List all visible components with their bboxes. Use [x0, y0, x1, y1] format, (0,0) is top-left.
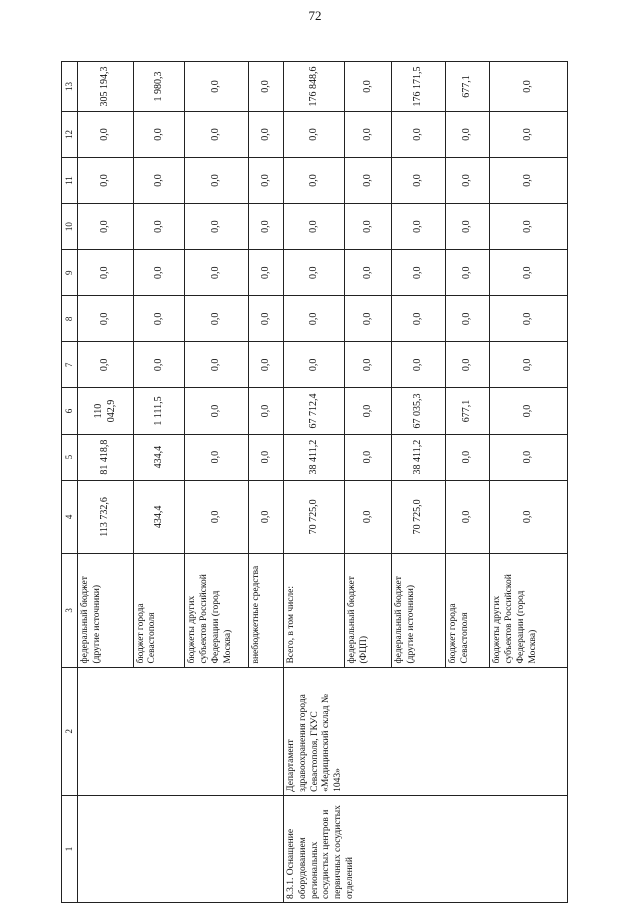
value-cell: 110 042,9	[78, 388, 133, 434]
value-cell: 0,0	[185, 111, 248, 157]
value-cell: 0,0	[344, 250, 391, 296]
value-cell: 0,0	[78, 204, 133, 250]
col-header-9: 9	[62, 250, 78, 296]
value-cell: 81 418,8	[78, 434, 133, 480]
value-cell: 0,0	[490, 204, 568, 250]
value-cell: 0,0	[78, 342, 133, 388]
funding-source: внебюджетные средства	[248, 554, 283, 667]
value-cell: 0,0	[391, 111, 445, 157]
value-cell: 176 848,6	[283, 62, 344, 112]
value-cell: 1 111,5	[133, 388, 185, 434]
value-cell: 0,0	[185, 342, 248, 388]
value-cell: 0,0	[490, 250, 568, 296]
value-cell: 0,0	[391, 296, 445, 342]
funding-source: бюджет города Севастополя	[445, 554, 490, 667]
value-cell: 0,0	[490, 434, 568, 480]
col-header-8: 8	[62, 296, 78, 342]
col-header-5: 5	[62, 434, 78, 480]
value-cell: 0,0	[248, 250, 283, 296]
value-cell: 0,0	[283, 204, 344, 250]
funding-source: бюджет города Севастополя	[133, 554, 185, 667]
value-cell: 67 712,4	[283, 388, 344, 434]
value-cell: 113 732,6	[78, 480, 133, 554]
value-cell: 0,0	[133, 250, 185, 296]
value-cell: 0,0	[133, 111, 185, 157]
value-cell: 0,0	[283, 158, 344, 204]
value-cell: 0,0	[78, 250, 133, 296]
funding-source: федеральный бюджет (другие источники)	[78, 554, 133, 667]
value-cell: 0,0	[344, 296, 391, 342]
value-cell: 0,0	[391, 250, 445, 296]
value-cell: 0,0	[248, 158, 283, 204]
value-cell: 1 980,3	[133, 62, 185, 112]
value-cell: 0,0	[133, 296, 185, 342]
page-number: 72	[308, 8, 322, 23]
value-cell: 0,0	[283, 342, 344, 388]
value-cell: 0,0	[133, 204, 185, 250]
value-cell: 0,0	[185, 62, 248, 112]
value-cell: 0,0	[445, 204, 490, 250]
value-cell: 0,0	[490, 111, 568, 157]
column-number-row	[62, 62, 78, 903]
value-cell: 0,0	[344, 62, 391, 112]
value-cell: 0,0	[445, 296, 490, 342]
value-cell: 0,0	[248, 62, 283, 112]
value-cell: 0,0	[391, 158, 445, 204]
value-cell: 0,0	[344, 434, 391, 480]
value-cell: 0,0	[185, 250, 248, 296]
value-cell: 0,0	[133, 158, 185, 204]
value-cell: 38 411,2	[283, 434, 344, 480]
value-cell: 0,0	[283, 111, 344, 157]
value-cell: 0,0	[445, 342, 490, 388]
value-cell: 176 171,5	[391, 62, 445, 112]
value-cell: 0,0	[248, 388, 283, 434]
value-cell: 0,0	[283, 296, 344, 342]
value-cell: 0,0	[185, 204, 248, 250]
value-cell: 0,0	[490, 158, 568, 204]
value-cell: 0,0	[248, 480, 283, 554]
value-cell: 0,0	[490, 62, 568, 112]
value-cell: 0,0	[185, 480, 248, 554]
value-cell: 70 725,0	[283, 480, 344, 554]
measure-name: 8.3.1. Оснащение оборудованием региональных сосудистых центров и первичных сосудистых отделений	[283, 795, 567, 902]
value-cell: 0,0	[391, 204, 445, 250]
col-header-4: 4	[62, 480, 78, 554]
value-cell: 0,0	[445, 158, 490, 204]
value-cell: 434,4	[133, 434, 185, 480]
value-cell: 0,0	[185, 434, 248, 480]
measure-executor: Департамент здравоохранения города Севастополя, ГКУС «Медицинский склад № 1043»	[283, 667, 567, 795]
col-header-11: 11	[62, 158, 78, 204]
value-cell: 0,0	[133, 342, 185, 388]
value-cell: 0,0	[490, 480, 568, 554]
col-header-2: 2	[62, 667, 78, 795]
value-cell: 0,0	[344, 342, 391, 388]
value-cell: 0,0	[344, 111, 391, 157]
value-cell: 0,0	[391, 342, 445, 388]
value-cell: 434,4	[133, 480, 185, 554]
value-cell: 0,0	[78, 296, 133, 342]
col-header-12: 12	[62, 111, 78, 157]
executor-cell-blank	[78, 667, 283, 795]
value-cell: 0,0	[185, 296, 248, 342]
col-header-10: 10	[62, 204, 78, 250]
value-cell: 0,0	[344, 204, 391, 250]
funding-source: бюджеты других субъектов Российской Федерации (город Москва)	[185, 554, 248, 667]
col-header-13: 13	[62, 62, 78, 112]
col-header-3: 3	[62, 554, 78, 667]
value-cell: 0,0	[248, 111, 283, 157]
funding-source: бюджеты других субъектов Российской Федерации (город Москва)	[490, 554, 568, 667]
value-cell: 0,0	[248, 434, 283, 480]
col-header-1: 1	[62, 795, 78, 902]
funding-source: федеральный бюджет (ФЦП)	[344, 554, 391, 667]
value-cell: 38 411,2	[391, 434, 445, 480]
col-header-7: 7	[62, 342, 78, 388]
value-cell: 0,0	[445, 111, 490, 157]
table-row	[283, 62, 344, 903]
value-cell: 0,0	[248, 204, 283, 250]
value-cell: 0,0	[490, 388, 568, 434]
value-cell: 0,0	[445, 250, 490, 296]
value-cell: 677,1	[445, 388, 490, 434]
value-cell: 0,0	[283, 250, 344, 296]
col-header-6: 6	[62, 388, 78, 434]
rotated-table-frame	[61, 61, 568, 903]
value-cell: 0,0	[248, 296, 283, 342]
value-cell: 70 725,0	[391, 480, 445, 554]
value-cell: 0,0	[490, 296, 568, 342]
value-cell: 0,0	[78, 158, 133, 204]
value-cell: 0,0	[248, 342, 283, 388]
value-cell: 0,0	[185, 388, 248, 434]
budget-table	[61, 61, 568, 903]
value-cell: 305 194,3	[78, 62, 133, 112]
value-cell: 0,0	[185, 158, 248, 204]
value-cell: 677,1	[445, 62, 490, 112]
funding-source: Всего, в том числе:	[283, 554, 344, 667]
value-cell: 0,0	[344, 388, 391, 434]
value-cell: 0,0	[490, 342, 568, 388]
value-cell: 67 035,3	[391, 388, 445, 434]
value-cell: 0,0	[344, 158, 391, 204]
table-row	[78, 62, 133, 903]
funding-source: федеральный бюджет (другие источники)	[391, 554, 445, 667]
value-cell: 0,0	[445, 434, 490, 480]
measure-cell-blank	[78, 795, 283, 902]
value-cell: 0,0	[445, 480, 490, 554]
value-cell: 0,0	[78, 111, 133, 157]
value-cell: 0,0	[344, 480, 391, 554]
